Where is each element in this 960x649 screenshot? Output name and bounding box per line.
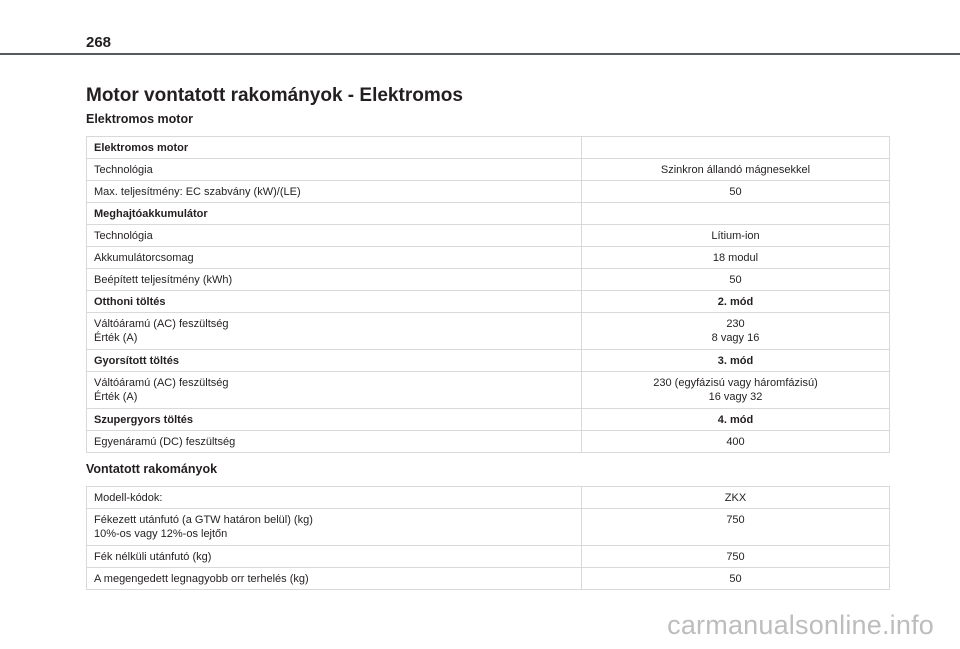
electric-motor-spec-rows — [87, 137, 890, 453]
table-header-row — [87, 203, 890, 225]
spec-label-text: Érték (A) — [94, 391, 138, 403]
spec-value-cell — [582, 137, 890, 159]
spec-label-cell — [87, 546, 582, 568]
spec-value-text: 8 vagy 16 — [711, 332, 760, 344]
spec-label-cell — [87, 568, 582, 590]
spec-value-cell — [582, 509, 890, 546]
spec-value-cell — [582, 409, 890, 431]
spec-value-cell — [582, 203, 890, 225]
table-row — [87, 181, 890, 203]
spec-label-cell — [87, 269, 582, 291]
spec-label-text: Elektromos motor — [94, 141, 189, 154]
spec-label-text: Fékezett utánfutó (a GTW határon belül) (kg) — [94, 514, 313, 526]
spec-value-text: 3. mód — [717, 354, 754, 367]
spec-value-text: 4. mód — [717, 413, 754, 426]
spec-label-text: Max. teljesítmény: EC szabvány (kW)/(LE) — [94, 185, 301, 198]
spec-label-cell — [87, 431, 582, 453]
spec-label-text: Technológia — [94, 229, 153, 242]
spec-label-text: Egyenáramú (DC) feszültség — [94, 435, 236, 448]
table-row — [87, 247, 890, 269]
spec-value-cell — [582, 225, 890, 247]
table-row — [87, 431, 890, 453]
header-rule — [0, 53, 960, 55]
spec-label-text: Érték (A) — [94, 332, 138, 344]
spec-label-cell — [87, 159, 582, 181]
table-row — [87, 568, 890, 590]
section-heading-electric-motor: Elektromos motor — [86, 112, 193, 126]
spec-value-cell — [582, 181, 890, 203]
towed-loads-spec-rows — [87, 487, 890, 590]
spec-value-cell — [582, 350, 890, 372]
spec-label-cell — [87, 487, 582, 509]
spec-label-cell — [87, 225, 582, 247]
table-header-row — [87, 350, 890, 372]
towed-loads-spec-table — [86, 486, 890, 590]
spec-value-cell — [582, 487, 890, 509]
page-number: 268 — [86, 34, 112, 51]
table-row — [87, 372, 890, 409]
table-row — [87, 225, 890, 247]
spec-value-cell — [582, 431, 890, 453]
spec-value-text: 18 modul — [712, 251, 759, 264]
table-header-row — [87, 409, 890, 431]
spec-value-text: 2. mód — [717, 295, 754, 308]
spec-label-text: Beépített teljesítmény (kWh) — [94, 273, 233, 286]
spec-label-text: 10%-os vagy 12%-os lejtőn — [94, 528, 228, 540]
spec-value-text: 50 — [729, 273, 742, 286]
table-row — [87, 509, 890, 546]
spec-label-text: Fék nélküli utánfutó (kg) — [94, 550, 212, 563]
spec-label-text: Technológia — [94, 163, 153, 176]
spec-value-cell — [582, 269, 890, 291]
spec-value-text: 230 (egyfázisú vagy háromfázisú) — [653, 377, 818, 389]
spec-label-text: Akkumulátorcsomag — [94, 251, 194, 264]
spec-label-cell — [87, 372, 582, 409]
spec-value-text: 50 — [729, 572, 742, 585]
spec-label-cell — [87, 509, 582, 546]
spec-label-text: Otthoni töltés — [94, 295, 166, 308]
spec-label-cell — [87, 181, 582, 203]
spec-value-cell — [582, 313, 890, 350]
spec-label-text: Modell-kódok: — [94, 491, 163, 504]
spec-value-cell — [582, 291, 890, 313]
spec-value-cell — [582, 247, 890, 269]
spec-label-cell — [87, 291, 582, 313]
table-row — [87, 159, 890, 181]
table-header-row — [87, 291, 890, 313]
spec-value-text: 230 — [726, 318, 745, 330]
spec-label-text: Váltóáramú (AC) feszültség — [94, 377, 229, 389]
spec-value-cell — [582, 372, 890, 409]
spec-label-cell — [87, 137, 582, 159]
spec-label-cell — [87, 313, 582, 350]
table-row — [87, 313, 890, 350]
table-header-row — [87, 137, 890, 159]
spec-value-text: 750 — [726, 550, 745, 563]
spec-value-text: ZKX — [724, 491, 747, 504]
spec-value-cell — [582, 159, 890, 181]
table-row — [87, 487, 890, 509]
spec-value-text: 16 vagy 32 — [708, 391, 763, 403]
spec-value-cell — [582, 568, 890, 590]
spec-value-cell — [582, 546, 890, 568]
table-row — [87, 269, 890, 291]
electric-motor-spec-table — [86, 136, 890, 453]
spec-label-text: Szupergyors töltés — [94, 413, 194, 426]
spec-label-cell — [87, 203, 582, 225]
spec-value-text: 400 — [726, 435, 745, 448]
spec-label-text: Gyorsított töltés — [94, 354, 179, 367]
watermark-text: carmanualsonline.info — [667, 610, 934, 640]
table-row — [87, 546, 890, 568]
spec-value-text: 50 — [729, 185, 742, 198]
spec-value-text: Szinkron állandó mágnesekkel — [660, 163, 811, 176]
section-heading-towed-loads: Vontatott rakományok — [86, 462, 218, 476]
spec-value-text: 750 — [726, 514, 745, 526]
spec-label-cell — [87, 247, 582, 269]
page-title: Motor vontatott rakományok - Elektromos — [86, 85, 463, 106]
spec-value-text: Lítium-ion — [711, 229, 760, 242]
spec-label-cell — [87, 350, 582, 372]
spec-label-text: Váltóáramú (AC) feszültség — [94, 318, 229, 330]
spec-label-cell — [87, 409, 582, 431]
spec-label-text: Meghajtóakkumulátor — [94, 207, 208, 220]
spec-label-text: A megengedett legnagyobb orr terhelés (kg) — [94, 572, 309, 585]
